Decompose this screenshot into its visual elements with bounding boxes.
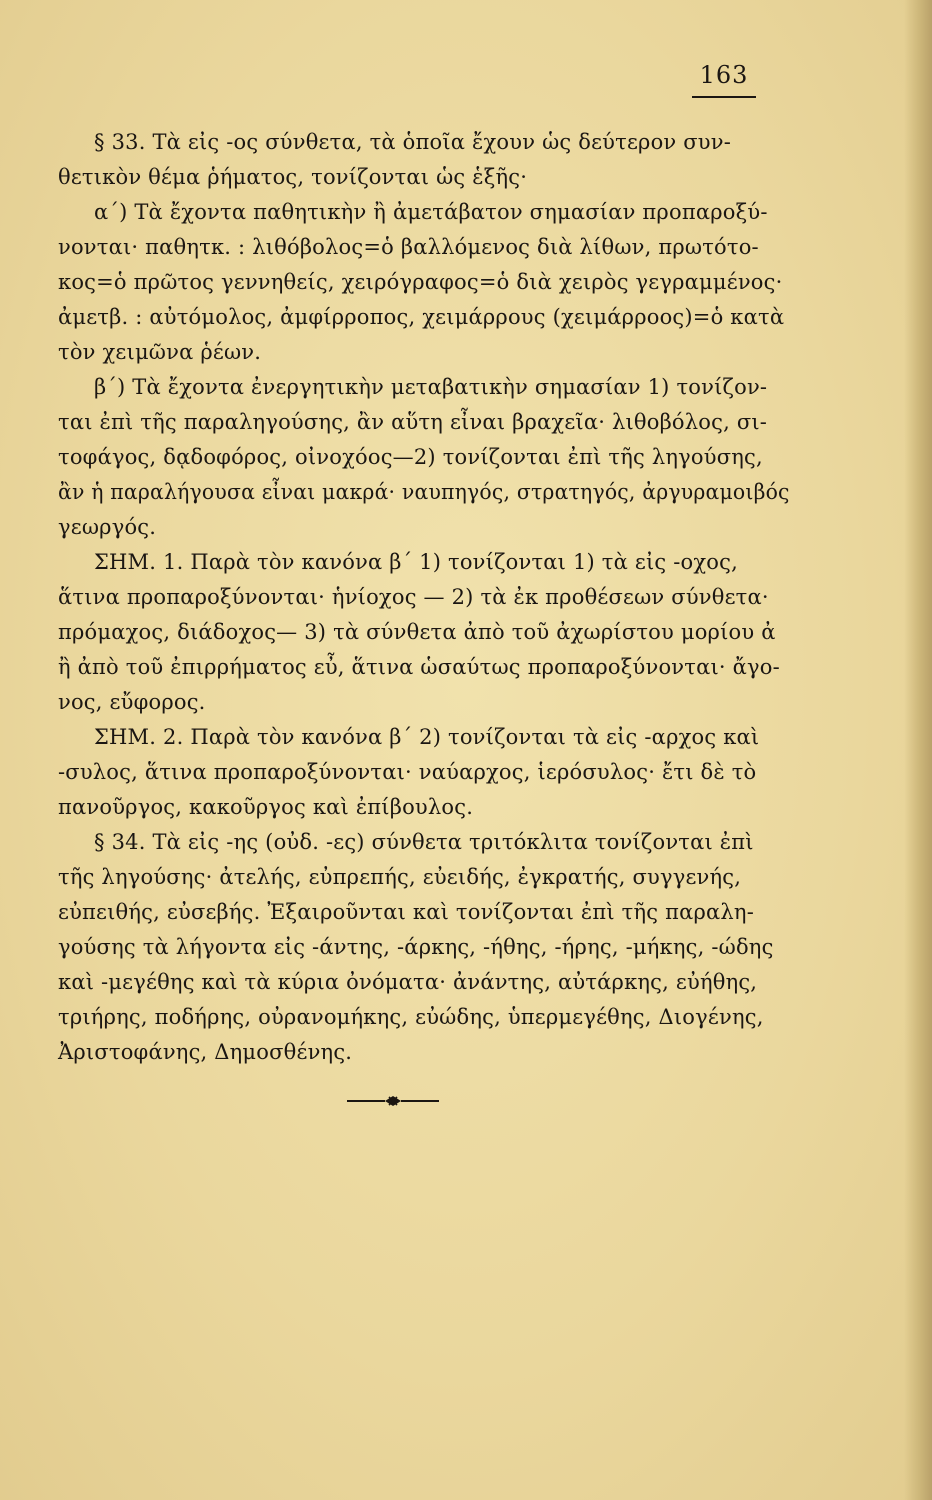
- text-line: ἅτινα προπαροξύνονται· ἡνίοχος — 2) τὰ ἐκ προθέσεων σύνθετα·: [58, 585, 769, 609]
- text-line: ται ἐπὶ τῆς παραληγούσης, ἂν αὕτη εἶναι βραχεῖα· λιθοβόλος, σι-: [58, 410, 768, 434]
- text-line: τῆς ληγούσης· ἀτελής, εὐπρεπής, εὐειδής, ἐγκρατής, συγγενής,: [58, 865, 742, 889]
- text-line: γούσης τὰ λήγοντα εἰς -άντης, -άρκης, -ήθης, -ήρης, -μήκης, -ώδης: [58, 935, 774, 959]
- text-line: νος, εὔφορος.: [58, 690, 206, 714]
- text-line: πανοῦργος, κακοῦργος καὶ ἐπίβουλος.: [58, 795, 474, 819]
- text-line: ἢ ἀπὸ τοῦ ἐπιρρήματος εὖ, ἅτινα ὡσαύτως προπαροξύνονται· ἄγο-: [58, 655, 780, 679]
- text-line: θετικὸν θέμα ῥήματος, τονίζονται ὡς ἑξῆς·: [58, 165, 528, 189]
- text-line: α΄) Τὰ ἔχοντα παθητικὴν ἢ ἀμετάβατον σημασίαν προπαροξύ-: [94, 200, 768, 224]
- end-ornament-icon: [345, 1093, 441, 1109]
- text-line: τοφάγος, δᾳδοφόρος, οἰνοχόος—2) τονίζονται ἐπὶ τῆς ληγούσης,: [58, 445, 763, 469]
- text-line: ἀμετβ. : αὐτόμολος, ἀμφίρροπος, χειμάρρους (χειμάρροος)=ὁ κατὰ: [58, 305, 785, 329]
- page-number: 163: [699, 61, 749, 89]
- text-line: § 34. Τὰ εἰς -ης (οὐδ. -ες) σύνθετα τριτόκλιτα τονίζονται ἐπὶ: [94, 830, 754, 854]
- text-line: ΣΗΜ. 2. Παρὰ τὸν κανόνα β΄ 2) τονίζονται τὰ εἰς -αρχος καὶ: [94, 725, 760, 749]
- text-line: § 33. Τὰ εἰς -ος σύνθετα, τὰ ὁποῖα ἔχουν ὡς δεύτερον συν-: [94, 130, 732, 154]
- text-line: νονται· παθητκ. : λιθόβολος=ὁ βαλλόμενος διὰ λίθων, πρωτότο-: [58, 235, 759, 259]
- text-line: -συλος, ἅτινα προπαροξύνονται· ναύαρχος, ἱερόσυλος· ἔτι δὲ τὸ: [58, 760, 757, 784]
- text-line: Ἀριστοφάνης, Δημοσθένης.: [58, 1040, 353, 1064]
- text-line: ΣΗΜ. 1. Παρὰ τὸν κανόνα β΄ 1) τονίζονται 1) τὰ εἰς -οχος,: [94, 550, 738, 574]
- text-line: γεωργός.: [58, 515, 157, 539]
- text-line: πρόμαχος, διάδοχος— 3) τὰ σύνθετα ἀπὸ τοῦ ἀχωρίστου μορίου ἀ: [58, 620, 776, 644]
- text-line: τριήρης, ποδήρης, οὐρανομήκης, εὐώδης, ὑπερμεγέθης, Διογένης,: [58, 1005, 764, 1029]
- text-line: καὶ -μεγέθης καὶ τὰ κύρια ὀνόματα· ἀνάντης, αὐτάρκης, εὐήθης,: [58, 970, 758, 994]
- text-line: κος=ὁ πρῶτος γεννηθείς, χειρόγραφος=ὁ διὰ χειρὸς γεγραμμένος·: [58, 270, 783, 294]
- text-line: τὸν χειμῶνα ῥέων.: [58, 340, 262, 364]
- text-line: ἂν ἡ παραλήγουσα εἶναι μακρά· ναυπηγός, στρατηγός, ἀργυραμοιβός: [58, 480, 790, 504]
- text-line: εὐπειθής, εὐσεβής. Ἐξαιροῦνται καὶ τονίζονται ἐπὶ τῆς παραλη-: [58, 900, 755, 924]
- text-line: β΄) Τὰ ἔχοντα ἐνεργητικὴν μεταβατικὴν σημασίαν 1) τονίζον-: [94, 375, 768, 399]
